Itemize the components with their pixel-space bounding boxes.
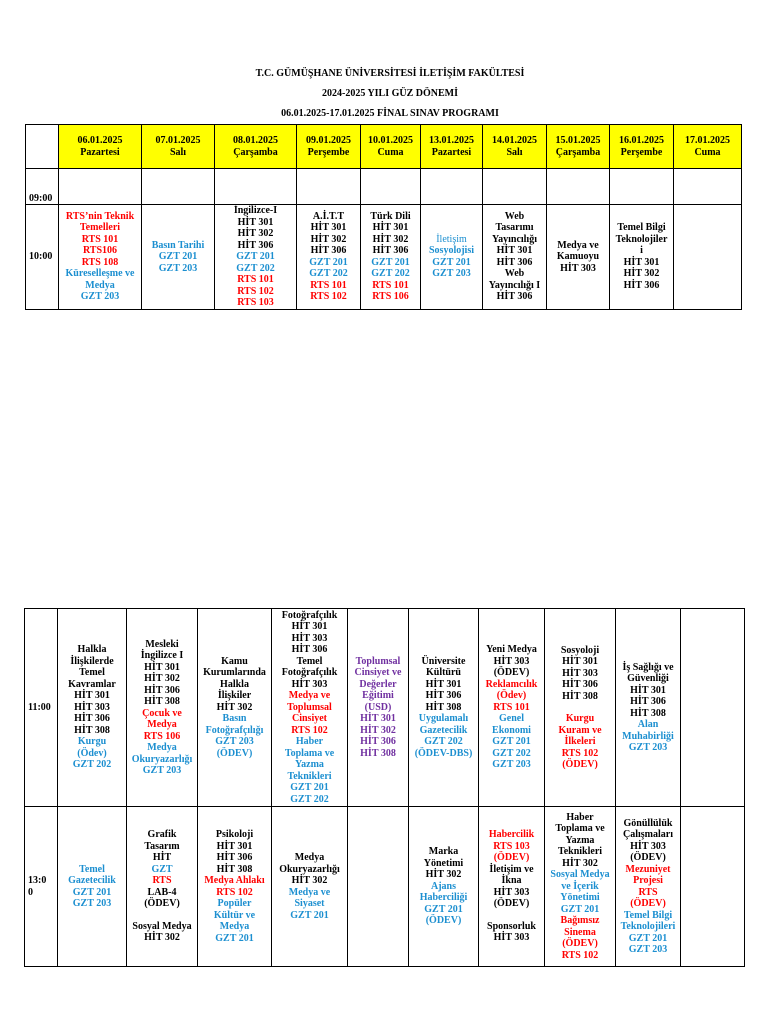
exam-cell: Medya Okuryazarlığı HİT 302 Medya ve Siyaset GZT 201 xyxy=(272,807,348,967)
exam-cell xyxy=(681,807,745,967)
day-header: 17.01.2025 Cuma xyxy=(674,125,742,169)
exam-cell: İletişim Sosyolojisi GZT 201 GZT 203 xyxy=(421,205,483,310)
exam-schedule-table-top xyxy=(25,124,742,310)
day-header: 08.01.2025 Çarşamba xyxy=(215,125,297,169)
time-row-1100 xyxy=(25,609,745,807)
time-row-1300 xyxy=(25,807,745,967)
exam-cell: Gönüllülük Çalışmaları HİT 303 (ÖDEV) Mezuniyet Projesi RTS (ÖDEV) Temel Bilgi Teknolojileri GZT 201 GZT 203 xyxy=(616,807,681,967)
exam-cell xyxy=(142,169,215,205)
exam-cell: Türk Dili HİT 301 HİT 302 HİT 306 GZT 201 GZT 202 RTS 101 RTS 106 xyxy=(361,205,421,310)
exam-cell: Üniversite Kültürü HİT 301 HİT 306 HİT 308 Uygulamalı Gazetecilik GZT 202 (ÖDEV-DBS) xyxy=(409,609,479,807)
day-header: 07.01.2025 Salı xyxy=(142,125,215,169)
exam-schedule-table-bottom xyxy=(24,608,745,967)
exam-cell: Fotoğrafçılık HİT 301 HİT 303 HİT 306 Temel Fotoğrafçılık HİT 303 Medya ve Toplumsal Cinsiyet RTS 102 Haber Toplama ve Yazma Teknikleri GZT 201 GZT 202 xyxy=(272,609,348,807)
exam-cell xyxy=(421,169,483,205)
exam-cell xyxy=(348,807,409,967)
term-title: 2024-2025 YILI GÜZ DÖNEMİ xyxy=(321,88,459,99)
exam-cell: Haber Toplama ve Yazma Teknikleri HİT 302 Sosyal Medya ve İçerik Yönetimi GZT 201 Bağımsız Sinema (ÖDEV) RTS 102 xyxy=(545,807,616,967)
time-row-1000 xyxy=(26,205,742,310)
exam-cell: Psikoloji HİT 301 HİT 306 HİT 308 Medya Ahlakı RTS 102 Popüler Kültür ve Medya GZT 201 xyxy=(198,807,272,967)
program-title: 06.01.2025-17.01.2025 FİNAL SINAV PROGRAMI xyxy=(281,108,499,119)
exam-cell: Halkla İlişkilerde Temel Kavramlar HİT 301 HİT 303 HİT 306 HİT 308 Kurgu (Ödev) GZT 202 xyxy=(58,609,127,807)
exam-cell xyxy=(674,169,742,205)
exam-cell: Temel Gazetecilik GZT 201 GZT 203 xyxy=(58,807,127,967)
exam-cell xyxy=(674,205,742,310)
document-header xyxy=(0,64,768,124)
exam-cell: Yeni Medya HİT 303 (ÖDEV) Reklamcılık (Ödev) RTS 101 Genel Ekonomi GZT 201 GZT 202 GZT 203 xyxy=(479,609,545,807)
exam-cell: Mesleki İngilizce I HİT 301 HİT 302 HİT 306 HİT 308 Çocuk ve Medya RTS 106 Medya Okuryazarlığı GZT 203 xyxy=(127,609,198,807)
exam-cell xyxy=(59,169,142,205)
day-header: 14.01.2025 Salı xyxy=(483,125,547,169)
exam-cell xyxy=(297,169,361,205)
time-label: 10:00 xyxy=(26,205,59,310)
exam-cell xyxy=(361,169,421,205)
exam-cell: Toplumsal Cinsiyet ve Değerler Eğitimi (USD) HİT 301 HİT 302 HİT 306 HİT 308 xyxy=(348,609,409,807)
exam-cell: İş Sağlığı ve Güvenliği HİT 301 HİT 306 HİT 308 Alan Muhabirliği GZT 203 xyxy=(616,609,681,807)
day-header: 13.01.2025 Pazartesi xyxy=(421,125,483,169)
day-header: 06.01.2025 Pazartesi xyxy=(59,125,142,169)
corner-cell xyxy=(26,125,59,169)
exam-cell: Sosyoloji HİT 301 HİT 303 HİT 306 HİT 308 Kurgu Kuram ve İlkeleri RTS 102 (ÖDEV) xyxy=(545,609,616,807)
exam-cell: İngilizce-I HİT 301 HİT 302 HİT 306 GZT 201 GZT 202 RTS 101 RTS 102 RTS 103 xyxy=(215,205,297,310)
exam-cell xyxy=(215,169,297,205)
exam-cell: Basın Tarihi GZT 201 GZT 203 xyxy=(142,205,215,310)
exam-cell: A.İ.T.T HİT 301 HİT 302 HİT 306 GZT 201 GZT 202 RTS 101 RTS 102 xyxy=(297,205,361,310)
exam-cell: Kamu Kurumlarında Halkla İlişkiler HİT 302 Basın Fotoğrafçılığı GZT 203 (ÖDEV) xyxy=(198,609,272,807)
day-header: 09.01.2025 Perşembe xyxy=(297,125,361,169)
faculty-title: T.C. GÜMÜŞHANE ÜNİVERSİTESİ İLETİŞİM FAKÜLTESİ xyxy=(255,68,525,79)
exam-cell xyxy=(483,169,547,205)
exam-cell: Habercilik RTS 103 (ÖDEV) İletişim ve İkna HİT 303 (ÖDEV) Sponsorluk HİT 303 xyxy=(479,807,545,967)
exam-cell: Medya ve Kamuoyu HİT 303 xyxy=(547,205,610,310)
exam-cell: Web Tasarımı Yayıncılığı HİT 301 HİT 306 Web Yayıncılığı I HİT 306 xyxy=(483,205,547,310)
exam-cell: Marka Yönetimi HİT 302 Ajans Haberciliği GZT 201 (ÖDEV) xyxy=(409,807,479,967)
day-header: 10.01.2025 Cuma xyxy=(361,125,421,169)
time-label: 11:00 xyxy=(25,609,58,807)
day-header: 16.01.2025 Perşembe xyxy=(610,125,674,169)
time-label: 09:00 xyxy=(26,169,59,205)
exam-cell: Temel Bilgi Teknolojiler i HİT 301 HİT 302 HİT 306 xyxy=(610,205,674,310)
exam-cell xyxy=(547,169,610,205)
exam-cell xyxy=(610,169,674,205)
exam-cell: RTS’nin Teknik Temelleri RTS 101 RTS106 RTS 108 Küreselleşme ve Medya GZT 203 xyxy=(59,205,142,310)
time-row-0900 xyxy=(26,169,742,205)
time-label: 13:0 0 xyxy=(25,807,58,967)
exam-cell xyxy=(681,609,745,807)
day-header: 15.01.2025 Çarşamba xyxy=(547,125,610,169)
date-header-row xyxy=(26,125,742,169)
exam-cell: Grafik Tasarım HİT GZT RTS LAB-4 (ÖDEV) Sosyal Medya HİT 302 xyxy=(127,807,198,967)
